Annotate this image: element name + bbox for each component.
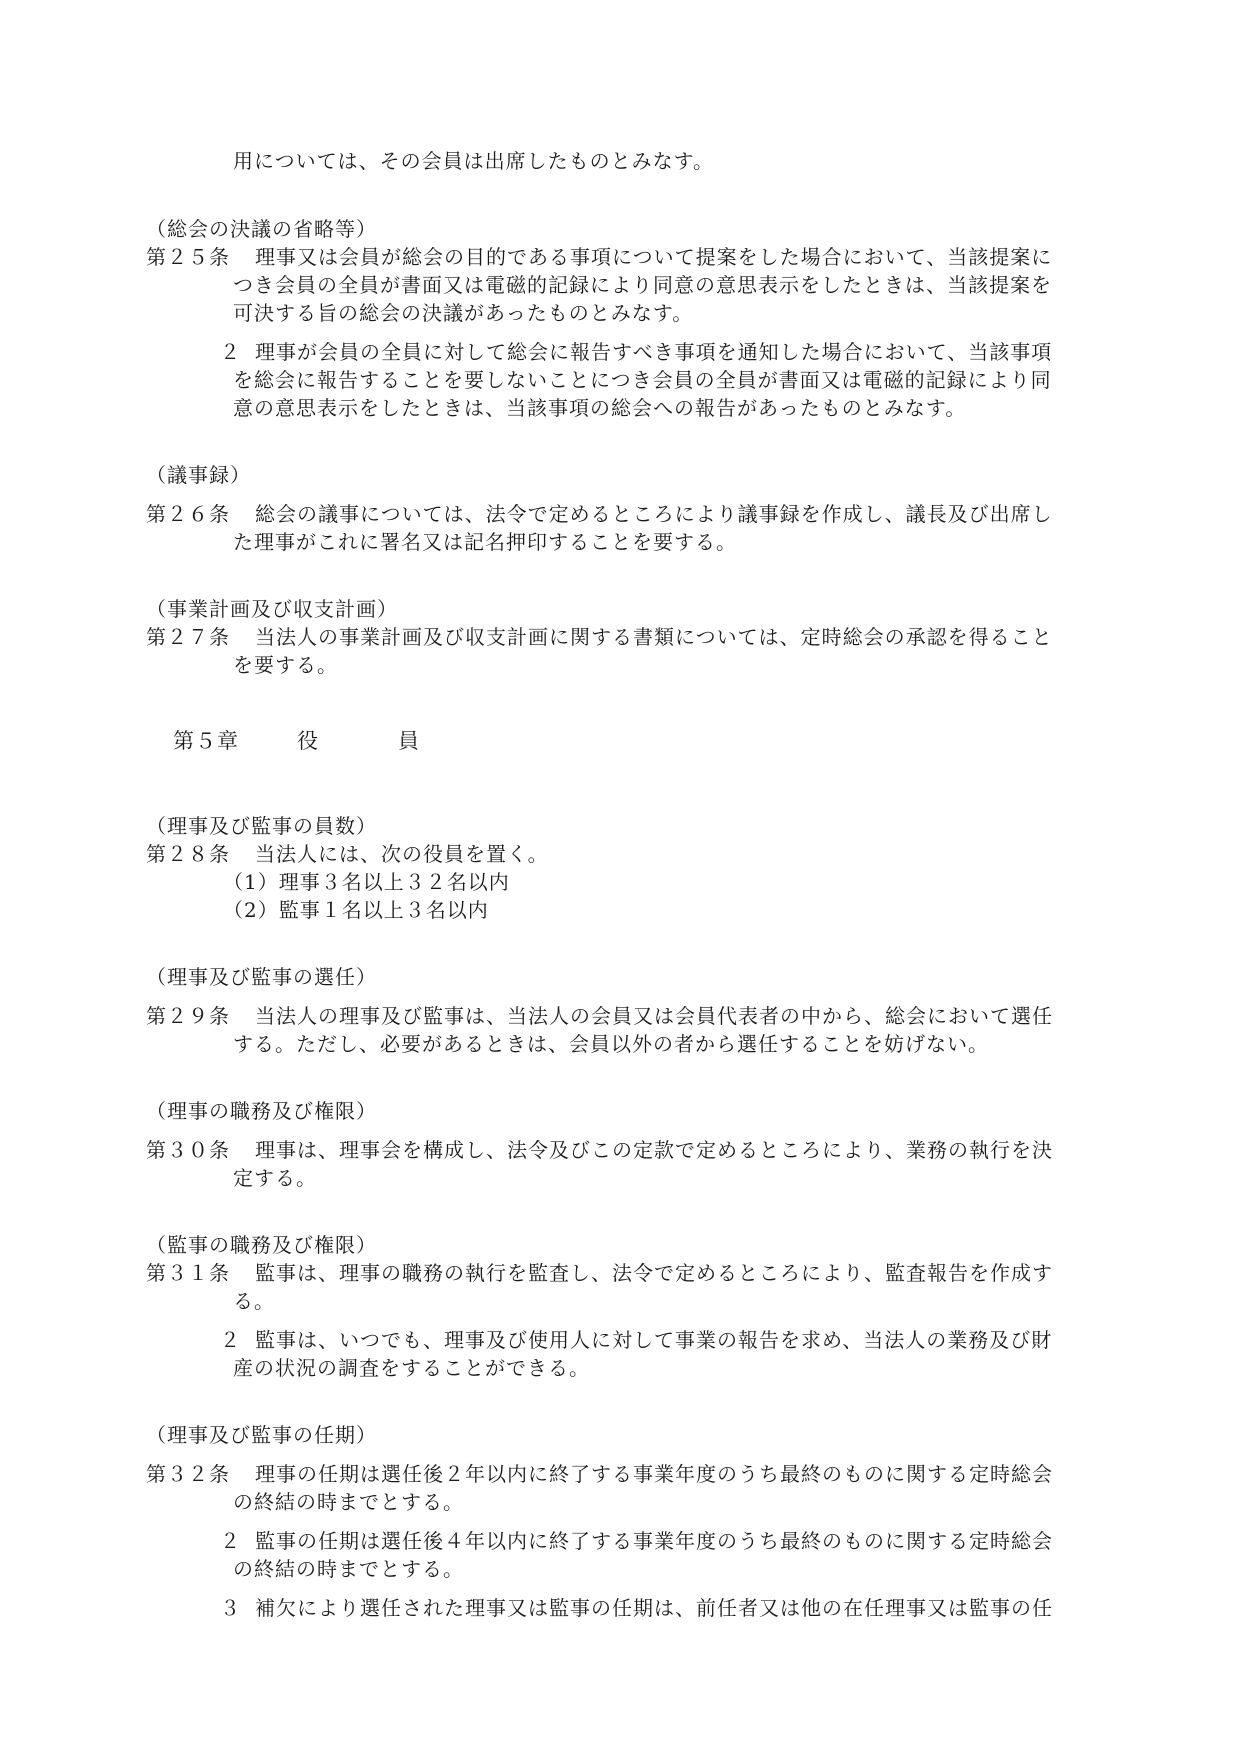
text-line: 定する。 — [233, 1166, 317, 1190]
article-number: 第３０条 — [146, 1138, 230, 1162]
article-text: 当法人には、次の役員を置く。 — [255, 842, 549, 866]
article-caption: （事業計画及び収支計画） — [146, 597, 398, 621]
article-caption: （理事の職務及び権限） — [146, 1099, 377, 1123]
article-text: 総会の議事については、法令で定めるところにより議事録を作成し、議長及び出席し — [255, 502, 1053, 526]
paragraph-text: 理事が会員の全員に対して総会に報告すべき事項を通知した場合において、当該事項 — [255, 340, 1053, 364]
list-item: （1）理事３名以上３２名以内 — [223, 870, 510, 894]
article-caption: （理事及び監事の選任） — [146, 965, 377, 989]
chapter-title-char: 役 — [297, 729, 319, 753]
text-line: 産の状況の調査をすることができる。 — [233, 1356, 590, 1380]
paragraph-number: ２ — [220, 340, 241, 364]
article-text: 監事は、理事の職務の執行を監査し、法令で定めるところにより、監査報告を作成す — [255, 1261, 1053, 1285]
text-line: を要する。 — [233, 653, 338, 677]
article-text: 当法人の理事及び監事は、当法人の会員又は会員代表者の中から、総会において選任 — [255, 1004, 1053, 1028]
article-number: 第２６条 — [146, 502, 230, 526]
article-number: 第３１条 — [146, 1261, 230, 1285]
chapter-number: 第５章 — [173, 729, 239, 753]
article-text: 当法人の事業計画及び収支計画に関する書類については、定時総会の承認を得ること — [255, 625, 1053, 649]
paragraph-text: 監事は、いつでも、理事及び使用人に対して事業の報告を求め、当法人の業務及び財 — [255, 1328, 1053, 1352]
article-caption: （監事の職務及び権限） — [146, 1233, 377, 1257]
text-line: つき会員の全員が書面又は電磁的記録により同意の意思表示をしたときは、当該提案を — [233, 273, 1052, 297]
text-line: の終結の時までとする。 — [233, 1557, 464, 1581]
article-number: 第２８条 — [146, 842, 230, 866]
article-number: 第３２条 — [146, 1462, 230, 1486]
paragraph-text: 監事の任期は選任後４年以内に終了する事業年度のうち最終のものに関する定時総会 — [255, 1529, 1053, 1553]
paragraph-number: ３ — [220, 1596, 241, 1620]
paragraph-text: 補欠により選任された理事又は監事の任期は、前任者又は他の在任理事又は監事の任 — [255, 1596, 1053, 1620]
text-line: た理事がこれに署名又は記名押印することを要する。 — [233, 530, 737, 554]
article-number: 第２７条 — [146, 625, 230, 649]
text-line: する。ただし、必要があるときは、会員以外の者から選任することを妨げない。 — [233, 1032, 989, 1056]
article-caption: （総会の決議の省略等） — [146, 217, 377, 241]
text-line: 意の意思表示をしたときは、当該事項の総会への報告があったものとみなす。 — [233, 396, 967, 420]
article-text: 理事は、理事会を構成し、法令及びこの定款で定めるところにより、業務の執行を決 — [255, 1138, 1053, 1162]
paragraph-number: ２ — [220, 1529, 241, 1553]
article-caption: （理事及び監事の員数） — [146, 814, 377, 838]
list-item: （2）監事１名以上３名以内 — [223, 898, 489, 922]
text-line: る。 — [233, 1289, 275, 1313]
article-text: 理事又は会員が総会の目的である事項について提案をした場合において、当該提案に — [255, 245, 1053, 269]
text-line: を総会に報告することを要しないことにつき会員の全員が書面又は電磁的記録により同 — [233, 368, 1052, 392]
article-caption: （理事及び監事の任期） — [146, 1423, 377, 1447]
article-number: 第２９条 — [146, 1004, 230, 1028]
article-number: 第２５条 — [146, 245, 230, 269]
text-line: 用については、その会員は出席したものとみなす。 — [233, 149, 714, 173]
text-line: の終結の時までとする。 — [233, 1490, 464, 1514]
chapter-title-char: 員 — [398, 729, 420, 753]
text-line: 可決する旨の総会の決議があったものとみなす。 — [233, 301, 694, 325]
article-text: 理事の任期は選任後２年以内に終了する事業年度のうち最終のものに関する定時総会 — [255, 1462, 1053, 1486]
paragraph-number: ２ — [220, 1328, 241, 1352]
article-caption: （議事録） — [146, 463, 251, 487]
